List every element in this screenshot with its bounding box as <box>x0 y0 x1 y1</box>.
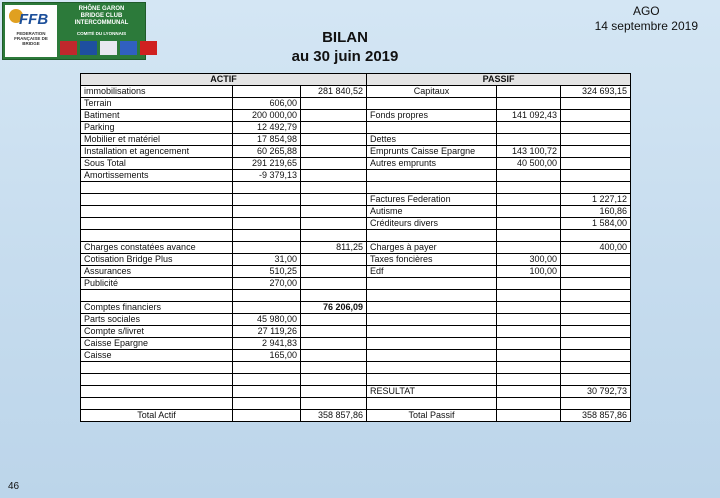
passif-detail-cell <box>497 242 561 254</box>
actif-detail-cell <box>233 242 301 254</box>
actif-label-cell <box>81 398 233 410</box>
passif-total-cell <box>561 362 631 374</box>
passif-label-cell <box>367 98 497 110</box>
actif-label-cell <box>81 182 233 194</box>
actif-detail-cell: 31,00 <box>233 254 301 266</box>
passif-detail-cell <box>497 386 561 398</box>
actif-detail-cell <box>233 218 301 230</box>
actif-label-cell <box>81 218 233 230</box>
actif-label-cell: Cotisation Bridge Plus <box>81 254 233 266</box>
table-row <box>81 242 631 254</box>
passif-total-cell <box>561 230 631 242</box>
title-line2: au 30 juin 2019 <box>291 48 399 65</box>
actif-label-cell: Parts sociales <box>81 314 233 326</box>
passif-header: PASSIF <box>367 74 631 86</box>
actif-label-cell: Sous Total <box>81 158 233 170</box>
passif-total-cell <box>561 314 631 326</box>
meeting-date: 14 septembre 2019 <box>594 19 698 33</box>
balance-sheet-table <box>80 73 631 422</box>
passif-detail-cell <box>497 182 561 194</box>
actif-label-cell: immobilisations <box>81 86 233 98</box>
title-line1: BILAN <box>322 29 368 46</box>
passif-label-cell: Charges à payer <box>367 242 497 254</box>
club-name-line4: COMITÉ DU LYONNAIS <box>76 31 127 36</box>
passif-total-cell <box>561 170 631 182</box>
club-logo <box>2 2 146 60</box>
table-row <box>81 314 631 326</box>
passif-label-cell <box>367 170 497 182</box>
actif-total-cell: 358 857,86 <box>301 410 367 422</box>
actif-label-cell <box>81 194 233 206</box>
badge-icon <box>120 41 137 55</box>
passif-total-cell <box>561 158 631 170</box>
ffb-logo <box>5 5 57 57</box>
actif-label-cell <box>81 230 233 242</box>
actif-total-cell <box>301 386 367 398</box>
table-row <box>81 302 631 314</box>
passif-total-cell <box>561 122 631 134</box>
actif-label-cell: Assurances <box>81 266 233 278</box>
actif-total-cell <box>301 278 367 290</box>
page-number: 46 <box>8 481 20 492</box>
table-row <box>81 338 631 350</box>
table-row <box>81 230 631 242</box>
passif-detail-cell <box>497 98 561 110</box>
passif-label-cell: Dettes <box>367 134 497 146</box>
passif-label-cell: Edf <box>367 266 497 278</box>
table-row <box>81 218 631 230</box>
badge-icon <box>100 41 117 55</box>
club-name-line1: RHÔNE GARON <box>78 6 125 12</box>
table-row <box>81 110 631 122</box>
actif-total-cell <box>301 230 367 242</box>
passif-detail-cell <box>497 122 561 134</box>
passif-total-cell <box>561 146 631 158</box>
sponsor-badges <box>60 41 157 55</box>
ffb-subtitle: FEDERATION FRANÇAISE DE BRIDGE <box>14 31 48 46</box>
passif-detail-cell <box>497 194 561 206</box>
passif-total-cell <box>561 290 631 302</box>
actif-label-cell: Mobilier et matériel <box>81 134 233 146</box>
actif-total-cell <box>301 290 367 302</box>
actif-label-cell: Batiment <box>81 110 233 122</box>
actif-total-cell <box>301 398 367 410</box>
actif-label-cell: Charges constatées avance <box>81 242 233 254</box>
actif-total-cell <box>301 182 367 194</box>
actif-detail-cell <box>233 86 301 98</box>
passif-total-cell <box>561 110 631 122</box>
actif-detail-cell <box>233 230 301 242</box>
table-row <box>81 386 631 398</box>
actif-detail-cell <box>233 182 301 194</box>
passif-label-cell: Fonds propres <box>367 110 497 122</box>
passif-label-cell <box>367 338 497 350</box>
table-row <box>81 158 631 170</box>
passif-label-cell: Factures Federation <box>367 194 497 206</box>
table-row <box>81 182 631 194</box>
passif-detail-cell: 100,00 <box>497 266 561 278</box>
table-row <box>81 98 631 110</box>
actif-detail-cell <box>233 386 301 398</box>
passif-total-cell: 400,00 <box>561 242 631 254</box>
passif-total-cell <box>561 398 631 410</box>
passif-total-cell <box>561 326 631 338</box>
badge-icon <box>140 41 157 55</box>
passif-detail-cell <box>497 302 561 314</box>
actif-detail-cell <box>233 194 301 206</box>
actif-detail-cell <box>233 374 301 386</box>
actif-detail-cell: 291 219,65 <box>233 158 301 170</box>
actif-total-cell <box>301 194 367 206</box>
actif-total-cell <box>301 122 367 134</box>
passif-total-cell: 160,86 <box>561 206 631 218</box>
table-row <box>81 206 631 218</box>
passif-total-cell <box>561 374 631 386</box>
actif-detail-cell <box>233 290 301 302</box>
passif-total-cell <box>561 254 631 266</box>
passif-total-cell <box>561 338 631 350</box>
passif-total-cell <box>561 302 631 314</box>
passif-label-cell: Autisme <box>367 206 497 218</box>
passif-detail-cell: 300,00 <box>497 254 561 266</box>
actif-header: ACTIF <box>81 74 367 86</box>
passif-label-cell <box>367 314 497 326</box>
table-header-row <box>81 74 631 86</box>
passif-label-cell <box>367 350 497 362</box>
passif-total-cell <box>561 134 631 146</box>
passif-label-cell: Autres emprunts <box>367 158 497 170</box>
table-row <box>81 326 631 338</box>
ffb-text: FFB <box>19 11 49 28</box>
passif-label-cell <box>367 122 497 134</box>
passif-label-cell <box>367 398 497 410</box>
passif-label-cell: Capitaux <box>367 86 497 98</box>
actif-label-cell: Compte s/livret <box>81 326 233 338</box>
passif-detail-cell <box>497 230 561 242</box>
actif-detail-cell: 12 492,79 <box>233 122 301 134</box>
passif-label-cell <box>367 374 497 386</box>
actif-label-cell: Terrain <box>81 98 233 110</box>
actif-detail-cell: 606,00 <box>233 98 301 110</box>
actif-detail-cell <box>233 206 301 218</box>
actif-label-cell: Installation et agencement <box>81 146 233 158</box>
actif-detail-cell <box>233 302 301 314</box>
passif-total-cell <box>561 266 631 278</box>
table-row <box>81 398 631 410</box>
passif-detail-cell <box>497 170 561 182</box>
passif-total-cell <box>561 98 631 110</box>
actif-total-cell <box>301 362 367 374</box>
passif-total-cell: 324 693,15 <box>561 86 631 98</box>
actif-detail-cell: -9 379,13 <box>233 170 301 182</box>
actif-total-cell <box>301 158 367 170</box>
passif-detail-cell <box>497 218 561 230</box>
passif-detail-cell <box>497 86 561 98</box>
passif-total-cell <box>561 350 631 362</box>
actif-detail-cell: 17 854,98 <box>233 134 301 146</box>
table-row <box>81 122 631 134</box>
passif-label-cell: Emprunts Caisse Epargne <box>367 146 497 158</box>
actif-label-cell: Publicité <box>81 278 233 290</box>
table-row <box>81 146 631 158</box>
passif-label-cell: Taxes foncières <box>367 254 497 266</box>
actif-detail-cell: 510,25 <box>233 266 301 278</box>
actif-label-cell: Caisse <box>81 350 233 362</box>
passif-detail-cell <box>497 206 561 218</box>
actif-label-cell: Amortissements <box>81 170 233 182</box>
actif-detail-cell: 27 119,26 <box>233 326 301 338</box>
actif-total-cell: 76 206,09 <box>301 302 367 314</box>
actif-detail-cell <box>233 362 301 374</box>
actif-total-cell <box>301 98 367 110</box>
passif-label-cell <box>367 290 497 302</box>
club-name <box>60 6 143 37</box>
actif-total-cell <box>301 206 367 218</box>
actif-total-cell <box>301 218 367 230</box>
actif-detail-cell: 2 941,83 <box>233 338 301 350</box>
actif-label-cell <box>81 206 233 218</box>
table-row <box>81 254 631 266</box>
passif-detail-cell: 141 092,43 <box>497 110 561 122</box>
actif-total-cell <box>301 110 367 122</box>
actif-detail-cell: 165,00 <box>233 350 301 362</box>
passif-detail-cell <box>497 326 561 338</box>
actif-total-cell <box>301 254 367 266</box>
table-row <box>81 134 631 146</box>
passif-label-cell <box>367 230 497 242</box>
actif-label-cell <box>81 374 233 386</box>
passif-total-cell <box>561 182 631 194</box>
passif-total-cell <box>561 278 631 290</box>
actif-total-cell: 281 840,52 <box>301 86 367 98</box>
actif-detail-cell <box>233 410 301 422</box>
actif-label-cell <box>81 386 233 398</box>
passif-label-cell <box>367 326 497 338</box>
actif-total-cell <box>301 350 367 362</box>
meeting-info <box>595 4 698 34</box>
passif-label-cell <box>367 362 497 374</box>
actif-label-cell <box>81 290 233 302</box>
actif-label-cell: Caisse Epargne <box>81 338 233 350</box>
actif-total-cell <box>301 326 367 338</box>
actif-label-cell: Parking <box>81 122 233 134</box>
passif-detail-cell <box>497 338 561 350</box>
actif-total-cell <box>301 266 367 278</box>
actif-total-cell <box>301 314 367 326</box>
actif-detail-cell: 270,00 <box>233 278 301 290</box>
table-row <box>81 278 631 290</box>
page-title <box>270 28 420 66</box>
passif-label-cell <box>367 278 497 290</box>
table-row <box>81 410 631 422</box>
actif-label-cell: Comptes financiers <box>81 302 233 314</box>
actif-total-cell <box>301 146 367 158</box>
meeting-label: AGO <box>632 4 660 18</box>
actif-total-cell <box>301 338 367 350</box>
passif-total-cell: 1 227,12 <box>561 194 631 206</box>
actif-total-cell <box>301 134 367 146</box>
actif-label-cell: Total Actif <box>81 410 233 422</box>
table-row <box>81 194 631 206</box>
actif-detail-cell: 60 265,88 <box>233 146 301 158</box>
table-row <box>81 350 631 362</box>
passif-detail-cell <box>497 374 561 386</box>
actif-detail-cell <box>233 398 301 410</box>
table-row <box>81 86 631 98</box>
club-name-line3: INTERCOMMUNAL <box>74 20 129 26</box>
passif-label-cell: RESULTAT <box>367 386 497 398</box>
table-row <box>81 362 631 374</box>
passif-label-cell <box>367 182 497 194</box>
passif-detail-cell <box>497 350 561 362</box>
actif-detail-cell: 200 000,00 <box>233 110 301 122</box>
passif-detail-cell <box>497 398 561 410</box>
passif-detail-cell <box>497 134 561 146</box>
actif-total-cell: 811,25 <box>301 242 367 254</box>
club-name-line2: BRIDGE CLUB <box>80 13 123 19</box>
passif-detail-cell <box>497 278 561 290</box>
actif-total-cell <box>301 170 367 182</box>
table-row <box>81 170 631 182</box>
actif-total-cell <box>301 374 367 386</box>
passif-total-cell: 30 792,73 <box>561 386 631 398</box>
passif-label-cell: Créditeurs divers <box>367 218 497 230</box>
passif-label-cell: Total Passif <box>367 410 497 422</box>
passif-total-cell: 358 857,86 <box>561 410 631 422</box>
passif-detail-cell <box>497 362 561 374</box>
badge-icon <box>60 41 77 55</box>
passif-detail-cell <box>497 314 561 326</box>
actif-label-cell <box>81 362 233 374</box>
passif-total-cell: 1 584,00 <box>561 218 631 230</box>
table-row <box>81 266 631 278</box>
actif-detail-cell: 45 980,00 <box>233 314 301 326</box>
table-row <box>81 374 631 386</box>
passif-detail-cell: 40 500,00 <box>497 158 561 170</box>
passif-label-cell <box>367 302 497 314</box>
passif-detail-cell: 143 100,72 <box>497 146 561 158</box>
table-row <box>81 290 631 302</box>
badge-icon <box>80 41 97 55</box>
passif-detail-cell <box>497 410 561 422</box>
passif-detail-cell <box>497 290 561 302</box>
